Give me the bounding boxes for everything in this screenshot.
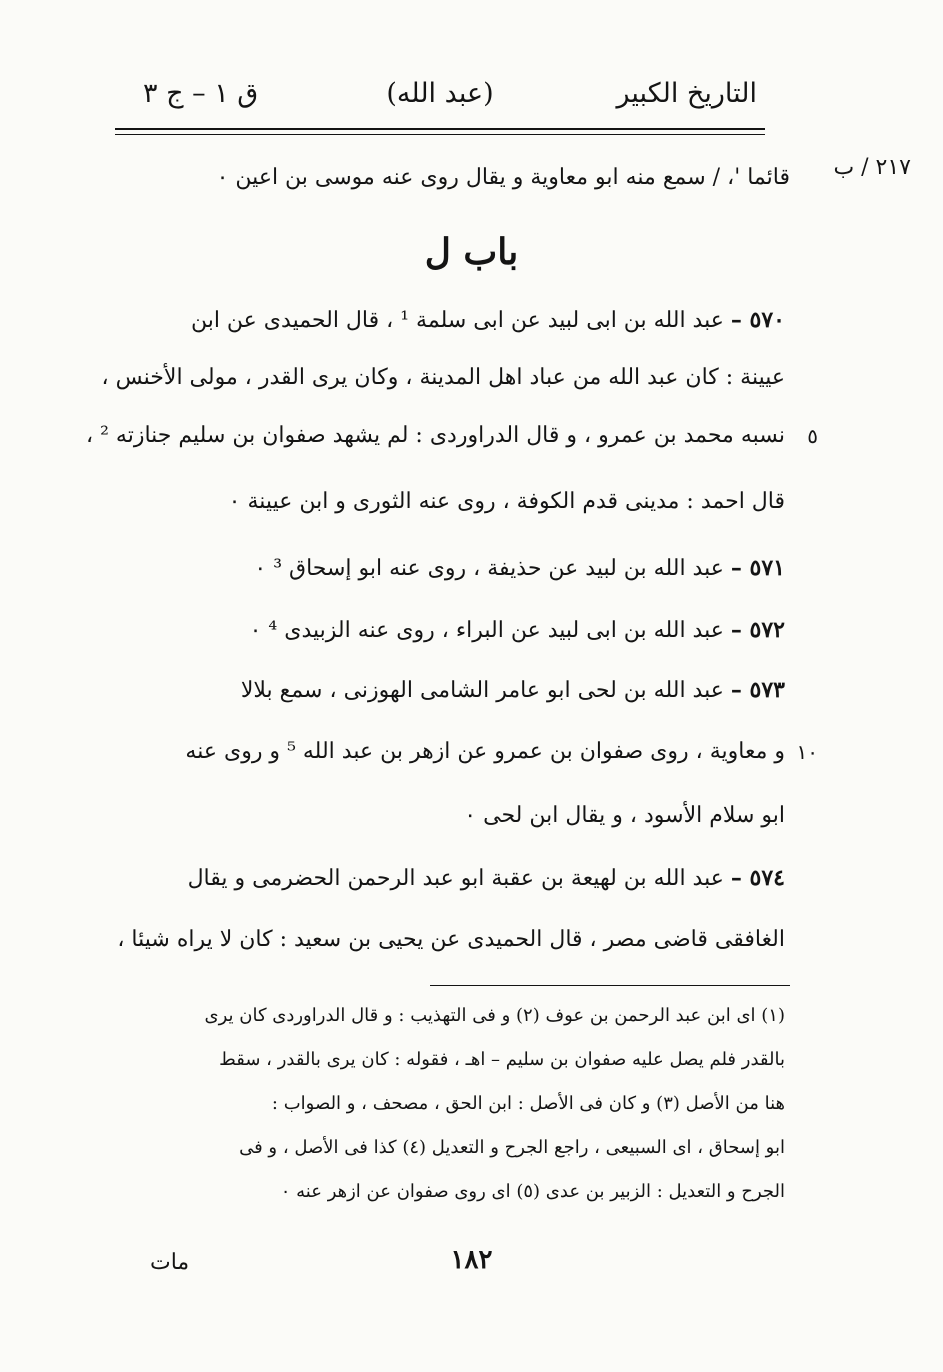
footnote-line: ابو إسحاق ، اى السبيعى ، راجع الجرح و التعديل (٤) كذا فى الأصل ، و فى: [239, 1137, 785, 1158]
entry-text: الغافقى قاضى مصر ، قال الحميدى عن يحيى بن سعيد : كان لا يراه شيئا ،: [117, 927, 785, 952]
entry-text: عيينة : كان عبد الله من عباد اهل المدينة ، وكان يرى القدر ، مولى الأخنس ،: [101, 365, 785, 390]
entry-number: ٥٧٣ –: [730, 677, 785, 703]
entry-text: عبد الله بن لحى ابو عامر الشامى الهوزنى ، سمع بلالا: [240, 678, 724, 703]
entry-text: عبد الله بن لهيعة بن عقبة ابو عبد الرحمن الحضرمى و يقال: [187, 866, 724, 891]
footnote-line: (١) اى ابن عبد الرحمن بن عوف (٢) و فى التهذيب : و قال الدراوردى كان يرى: [204, 1005, 785, 1026]
catchword: مات: [150, 1250, 190, 1275]
entry-number: ٥٧٤ –: [730, 865, 785, 891]
body-line: [101, 354, 785, 402]
entry-text: قال احمد : مدينى قدم الكوفة ، روى عنه الثورى و ابن عيينة ٠: [228, 489, 785, 514]
folio-reference: ٢١٧ / ب: [833, 155, 911, 180]
book-title: التاريخ الكبير: [616, 78, 757, 109]
body-line: [120, 792, 785, 840]
line-number-marker: ١٠: [796, 740, 818, 764]
body-line: [120, 728, 785, 776]
entry-text: عبد الله بن ابى لبيد عن البراء ، روى عنه الزبيدى ⁴ ٠: [249, 618, 724, 643]
header-rule-thin: [115, 134, 765, 135]
volume-label: ق ١ – ج ٣: [143, 78, 259, 109]
body-line: [120, 606, 785, 654]
running-head: [115, 78, 765, 122]
footnote-line: الجرح و التعديل : الزبير بن عدى (٥) اى روى صفوان عن ازهر عنه ٠: [280, 1181, 785, 1202]
body-line-first: قائما '، / سمع منه ابو معاوية و يقال روى عنه موسى بن اعين ٠: [216, 165, 790, 190]
header-rule-thick: [115, 128, 765, 130]
body-line: [117, 916, 785, 964]
footnote-line: بالقدر فلم يصل عليه صفوان بن سليم – اهـ ، فقوله : كان يرى بالقدر ، سقط: [219, 1049, 785, 1070]
body-line: [120, 478, 785, 526]
chapter-heading: باب ل: [424, 231, 519, 273]
page-number: ١٨٢: [450, 1245, 493, 1275]
body-line: [85, 412, 785, 460]
line-number-marker: ٥: [807, 424, 818, 448]
entry-text: ابو سلام الأسود ، و يقال ابن لحى ٠: [464, 803, 785, 828]
body-line: [120, 544, 785, 592]
section-title: (عبد الله): [386, 78, 494, 109]
footnote-line: هنا من الأصل (٣) و كان فى الأصل : ابن الحق ، مصحف ، و الصواب :: [271, 1093, 785, 1114]
footnote-rule: [430, 985, 790, 986]
entry-number: ٥٧٢ –: [730, 617, 785, 643]
body-line: [120, 296, 785, 344]
entry-text: و معاوية ، روى صفوان بن عمرو عن ازهر بن عبد الله ⁵ و روى عنه: [185, 739, 785, 764]
body-line: [120, 854, 785, 902]
entry-number: ٥٧١ –: [730, 555, 785, 581]
entry-text: نسبه محمد بن عمرو ، و قال الدراوردى : لم يشهد صفوان بن سليم جنازته ² ،: [85, 423, 785, 448]
entry-text: عبد الله بن ابى لبيد عن ابى سلمة ¹ ، قال الحميدى عن ابن: [190, 308, 724, 333]
entry-number: ٥٧٠ –: [730, 307, 785, 333]
entry-text: عبد الله بن لبيد عن حذيفة ، روى عنه ابو إسحاق ³ ٠: [254, 556, 724, 581]
body-line: [120, 666, 785, 714]
